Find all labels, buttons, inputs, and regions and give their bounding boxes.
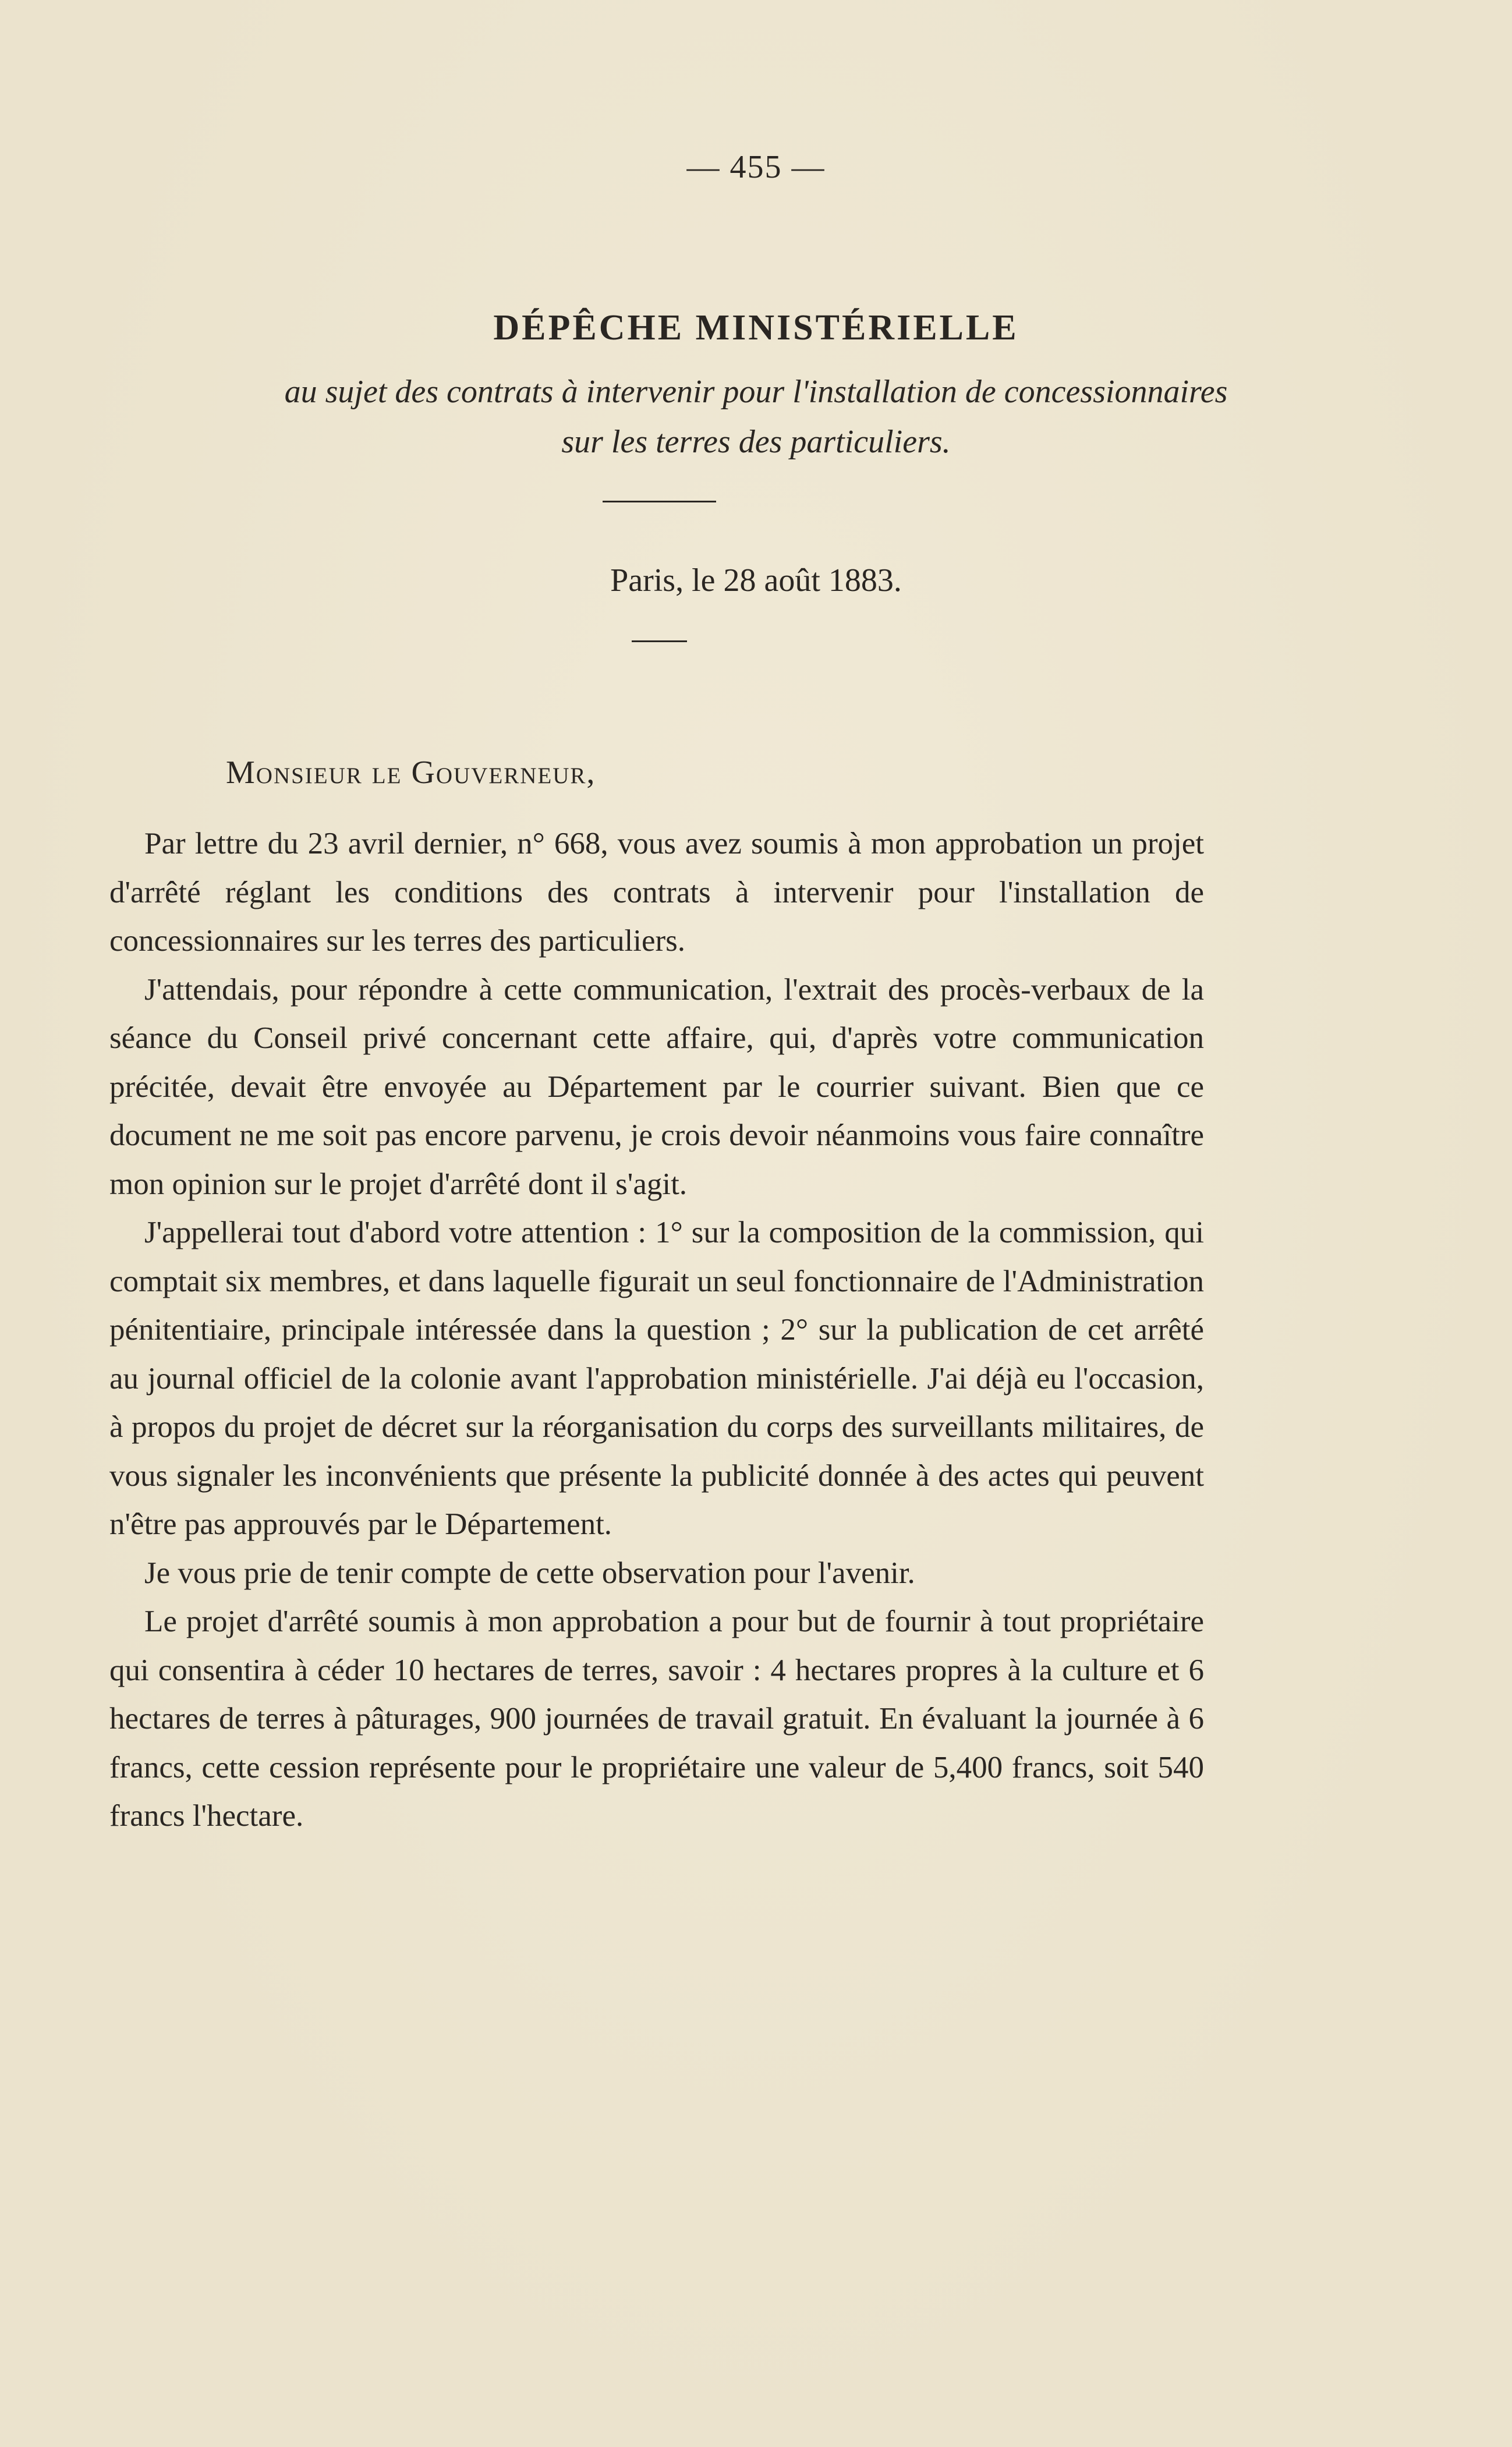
- paragraph: J'appellerai tout d'abord votre attention : 1° sur la composition de la commission, qui comptait six membres, et dans laquelle figurait un seul fonctionnaire de l'Administration pénitentiaire, principale intéressée dans la question ; 2° sur la publication de cet arrêté au journal officiel de la colonie avant l'approbation ministérielle. J'ai déjà eu l'occasion, à propos du projet de décret sur la réorganisation du corps des surveillants militaires, de vous signaler les inconvénients que présente la publicité donnée à des actes qui peuvent n'être pas approuvés par le Département.: [109, 1216, 1204, 1541]
- subtitle-line-1: au sujet des contrats à intervenir pour l'installation de concessionnaires: [284, 374, 1228, 410]
- paragraph: Le projet d'arrêté soumis à mon approbation a pour but de fournir à tout propriétaire qui consentira à céder 10 hectares de terres, savoir : 4 hectares propres à la culture et 6 hectares de terres à pâturages, 900 journées de travail gratuit. En évaluant la journée à 6 francs, cette cession représente pour le propriétaire une valeur de 5,400 francs, soit 540 francs l'hectare.: [109, 1605, 1204, 1833]
- separator-rule-short: [632, 640, 687, 642]
- page-number: — 455 —: [686, 149, 826, 185]
- paragraph: J'attendais, pour répondre à cette communication, l'extrait des procès-verbaux de la séance du Conseil privé concernant cette affaire, qui, d'après votre communication précitée, devait être envoyée au Département par le courrier suivant. Bien que ce document ne me soit pas encore parvenu, je crois devoir néanmoins vous faire connaître mon opinion sur le projet d'arrêté dont il s'agit.: [109, 972, 1204, 1201]
- document-subtitle: [0, 367, 1512, 467]
- document-title: DÉPÊCHE MINISTÉRIELLE: [493, 308, 1019, 348]
- paragraph: Je vous prie de tenir compte de cette observation pour l'avenir.: [144, 1556, 915, 1590]
- salutation: Monsieur le Gouverneur,: [226, 755, 596, 791]
- body-text: [109, 820, 1204, 1841]
- dateline: Paris, le 28 août 1883.: [610, 562, 902, 599]
- separator-rule: [603, 501, 716, 502]
- paragraph: Par lettre du 23 avril dernier, n° 668, vous avez soumis à mon approbation un projet d'arrêté réglant les conditions des contrats à intervenir pour l'installation de concessionnaires sur les terres des particuliers.: [109, 827, 1204, 958]
- subtitle-line-2: sur les terres des particuliers.: [561, 424, 951, 460]
